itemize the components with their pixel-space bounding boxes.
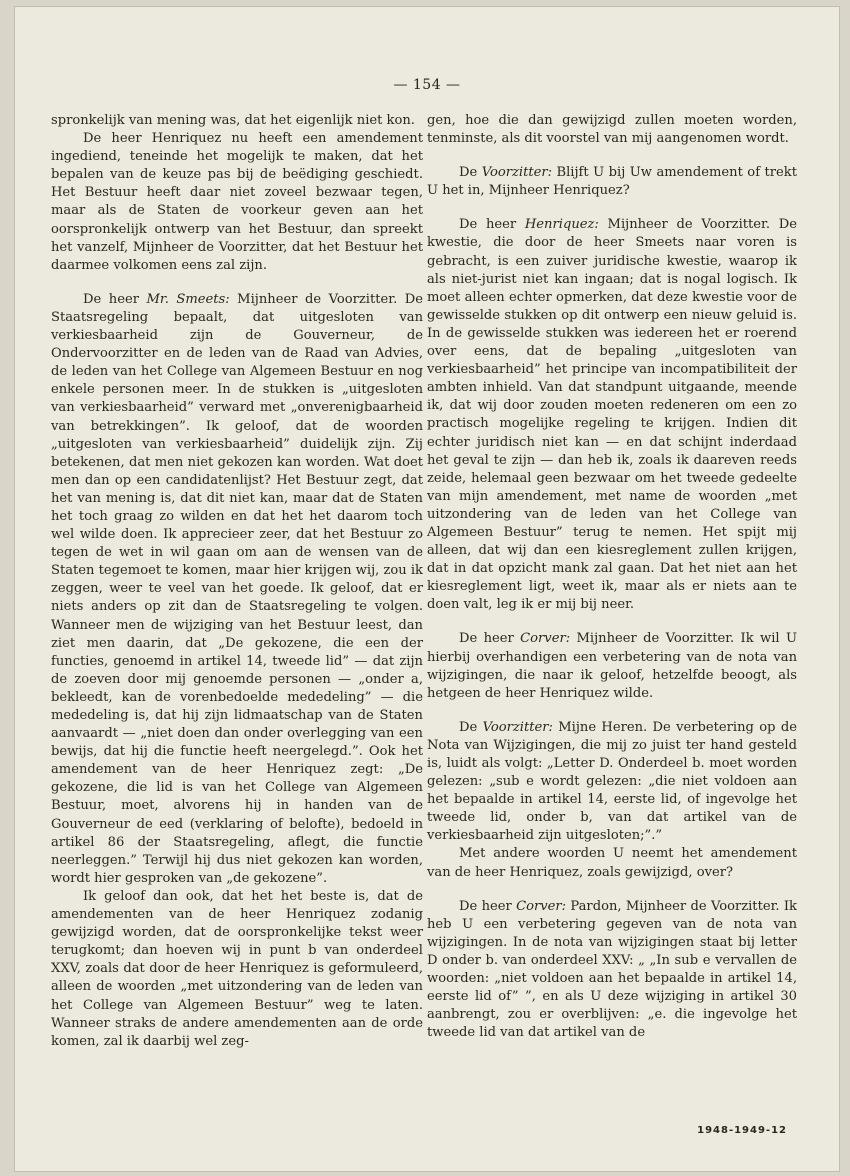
page-number: — 154 —	[393, 77, 461, 93]
speech-paragraph	[51, 291, 423, 888]
speaker-name: Voorzitter:	[482, 719, 553, 735]
speaker-prefix: De heer	[459, 217, 525, 233]
speaker-prefix: De heer	[459, 898, 517, 914]
speaker-prefix: De	[459, 165, 482, 181]
speaker-name: Mr. Smeets:	[146, 291, 230, 307]
speech-text: Mijnheer de Voorzitter. Ik wil U hierbij overhandigen een verbetering van de nota van wijzigingen, die naar ik geloof, hetzelfde beoogt, als hetgeen de heer Henriquez wilde.	[427, 631, 797, 701]
speech-text: Pardon, Mijnheer de Voorzitter. Ik heb U een verbetering gegeven van de nota van wijzigingen. In de nota van wijzigingen staat bij letter D onder b. van onderdeel XXV: „ „In sub e vervallen de woorden: „niet voldoen aan het bepaalde in artikel 14, eerste lid of” ”, en als U deze wijziging in artikel 30 aanbrengt, zou er overblijven: „e. die ingevolge het tweede lid van dat artikel van de	[427, 898, 797, 1041]
paragraph: spronkelijk van mening was, dat het eigenlijk niet kon.	[51, 113, 415, 128]
paragraph: De heer Henriquez nu heeft een amendement ingediend, teneinde het mogelijk te maken, dat het bepalen van de keuze pas bij de beëdiging geschiedt. Het Bestuur heeft daar niet zoveel bezwaar tegen, maar als de Staten de voorkeur geven aan het oorspronkelijk ontwerp van het Bestuur, dan spreekt het vanzelf, Mijnheer de Voorzitter, dat het Bestuur het daarmee volkomen eens zal zijn.	[51, 131, 423, 273]
speech-text: Mijnheer de Voorzitter. De kwestie, die door de heer Smeets naar voren is gebracht, is een zuiver juridische kwestie, waarop ik als niet-jurist niet kan ingaan; dat is nogal logisch. Ik moet alleen echter opmerken, dat deze kwestie voor de gewisselde stukken op dit ontwerp een nieuw geluid is. In de gewisselde stukken was iedereen het er roerend over eens, dat de bepaling „uitgesloten van verkiesbaarheid” het principe van incompatibiliteit der ambten inhield. Van dat standpunt uitgaande, meende ik, dat wij door zouden moeten redeneren om een zo practisch mogelijke regeling te krijgen. Indien dit echter juridisch niet kan — en dat schijnt inderdaad het geval te zijn — dan heb ik, zoals ik daareven reeds zeide, helemaal geen bezwaar om het tweede gedeelte van mijn amendement, met name de woorden „met uitzondering van de leden van het College van Algemeen Bestuur” terug te nemen. Het spijt mij alleen, dat wij dan een kiesreglement zullen krijgen, dat in dat opzicht mank zal gaan. Dat het niet aan het kiesreglement ligt, weet ik, maar als er niets aan te doen valt, leg ik er mij bij neer.	[427, 217, 797, 613]
speech-text: Blijft U bij Uw amendement of trekt U het in, Mijnheer Henriquez?	[427, 165, 797, 199]
left-column	[51, 112, 423, 1051]
speaker-prefix: De heer	[459, 631, 521, 647]
speech-text: Mijnheer de Voorzitter. De Staatsregeling bepaalt, dat uitgesloten van verkiesbaarheid zijn de Gouverneur, de Ondervoorzitter en de leden van de Raad van Advies, de leden van het College van Algemeen Bestuur en nog enkele personen meer. In de stukken is „uitgesloten van verkiesbaarheid” verward met „onverenigbaarheid van betrekkingen”. Ik geloof, dat de woorden „uitgesloten van verkiesbaarheid” duidelijk zijn. Zij betekenen, dat men niet gekozen kan worden. Wat doet men dan op een candidatenlijst? Het Bestuur zegt, dat het van mening is, dat dit niet kan, maar dat de Staten het toch graag zo wilden en dat het het daarom toch wel wilde doen. Ik apprecieer zeer, dat het Bestuur zo tegen de wet in wil gaan om aan de wensen van de Staten tegemoet te komen, maar hier krijgen wij, zou ik zeggen, weer te veel van het goede. Ik geloof, dat er niets anders op zit dan de Staatsregeling te volgen. Wanneer men de wijziging van het Bestuur leest, dan ziet men daarin, dat „De gekozene, die een der functies, genoemd in artikel 14, tweede lid” — dat zijn de zoeven door mij genoemde personen — „onder a, bekleedt, kan de vorenbedoelde mededeling” — die mededeling is, dat hij zijn lidmaatschap van de Staten aanvaardt — „niet doen dan onder overlegging van een bewijs, dat hij die functie heeft neergelegd.”. Ook het amendement van de heer Henriquez zegt: „De gekozene, die lid is van het College van Algemeen Bestuur, moet, alvorens hij in handen van de Gouverneur de eed (verklaring of belofte), bedoeld in artikel 86 der Staatsregeling, aflegt, die functie neerleggen.” Terwijl hij dus niet gekozen kan worden, wordt hier gesproken van „de gekozene”.	[51, 291, 423, 886]
speaker-prefix: De heer	[83, 291, 147, 307]
speech-paragraph	[427, 630, 797, 702]
speaker-name: Corver:	[520, 631, 571, 647]
right-column	[427, 112, 797, 1042]
speaker-name: Henriquez:	[524, 217, 599, 233]
paragraph: Met andere woorden U neemt het amendement van de heer Henriquez, zoals gewijzigd, over?	[427, 846, 797, 880]
speaker-name: Voorzitter:	[481, 165, 553, 181]
speech-paragraph	[427, 216, 797, 614]
paragraph: gen, hoe die dan gewijzigd zullen moeten worden, tenminste, als dit voorstel van mij aangenomen wordt.	[427, 113, 797, 147]
speech-paragraph	[427, 164, 797, 200]
document-page	[14, 6, 840, 1172]
speech-text: Mijne Heren. De verbetering op de Nota van Wijzigingen, die mij zo juist ter hand gesteld is, luidt als volgt: „Letter D. Onderdeel b. moet worden gelezen: „sub e wordt gelezen: „die niet voldoen aan het bepaalde in artikel 14, eerste lid, of ingevolge het tweede lid, onder b, van dat artikel van de verkiesbaarheid zijn uitgesloten;”.”	[427, 719, 797, 844]
speaker-name: Corver:	[516, 898, 567, 914]
document-code: 1948-1949-12	[697, 1125, 787, 1136]
paragraph: Ik geloof dan ook, dat het het beste is, dat de amendementen van de heer Henriquez zodanig gewijzigd worden, dat de oorspronkelijke tekst weer terugkomt; dan hoeven wij in punt b van onderdeel XXV, zoals dat door de heer Henriquez is geformuleerd, alleen de woorden „met uitzondering van de leden van het College van Algemeen Bestuur” weg te laten. Wanneer straks de andere amendementen aan de orde komen, zal ik daarbij wel zeg-	[51, 888, 423, 1049]
speaker-prefix: De	[459, 719, 483, 735]
speech-paragraph	[427, 898, 797, 1043]
speech-paragraph	[427, 719, 797, 846]
